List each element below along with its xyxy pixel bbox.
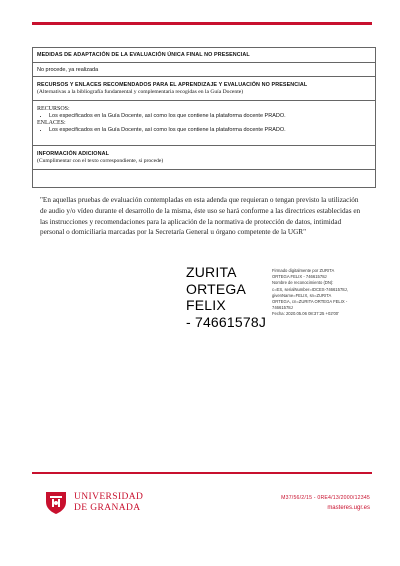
measures-text: No procede, ya realizada (37, 67, 99, 73)
adenda-table (32, 47, 376, 188)
signature-details (272, 268, 364, 318)
university-name-line-1: UNIVERSIDAD (74, 492, 144, 502)
measures-header: MEDIDAS DE ADAPTACIÓN DE LA EVALUACIÓN ÚNICA FINAL NO PRESENCIAL (37, 52, 250, 58)
university-name-line-2: DE GRANADA (74, 503, 141, 513)
signature-detail: ORTEGA, cn=ZURITA ORTEGA FELIX - (272, 299, 348, 305)
measures-text-row (33, 63, 375, 77)
resources-label: RECURSOS: (37, 106, 70, 112)
info-header-row (33, 146, 375, 170)
resources-header: RECURSOS Y ENLACES RECOMENDADOS PARA EL APRENDIZAJE Y EVALUACIÓN NO PRESENCIAL (37, 82, 308, 88)
signature-detail: givenName=FELIX, sn=ZURITA (272, 292, 332, 298)
links-list (37, 127, 371, 133)
footer-website: masteres.ugr.es (327, 505, 370, 511)
signature-line-3: - 74661578J (186, 313, 267, 330)
info-subtitle: (Cumplimentar con el texto correspondiente, si procede) (37, 158, 164, 164)
resources-subtitle: (Alternativas a la bibliografía fundamental y complementaria recogidas en la Guía Docente) (37, 89, 244, 95)
links-label: ENLACES: (37, 120, 66, 126)
signature-detail: c=ES, serialNumber=IDCES-74661578J, (272, 286, 348, 292)
measures-header-row (33, 48, 375, 63)
footer-accent-bar (32, 472, 372, 474)
links-item: • Los especificados en la Guía Docente, así como los que contiene la plataforma docente PRADO. (49, 127, 371, 133)
info-header: INFORMACIÓN ADICIONAL (37, 151, 109, 157)
signature-detail: Fecha: 2020.05.06 08:37:25 +02'00' (272, 311, 339, 317)
signature-detail: 74661578J (272, 305, 293, 311)
signature-detail: ORTEGA FELIX - 74661578J (272, 274, 327, 280)
signature-name (186, 264, 276, 330)
university-name (74, 492, 143, 514)
footer-code: M37/56/2/15 - 0RE4/13/2000/12345 (281, 495, 370, 501)
resources-content-row (33, 101, 375, 146)
data-protection-notice: "En aquellas pruebas de evaluación contempladas en esta adenda que requieran o tengan previsto la utilización de audio y/o vídeo durante el desarrollo de la misma, éste uso se hará conforme a las directrices establecidas en las instrucciones y recomendaciones para la aplicación de la normativa de protección de datos, intimidad personal o domiciliaria marcadas por la Secretaría General u órgano competente de la UGR" (40, 196, 361, 237)
signature-detail: Nombre de reconocimiento (DN): (272, 280, 334, 286)
signature-line-1: ZURITA (186, 264, 237, 280)
resources-item: • Los especificados en la Guía Docente, así como los que contiene la plataforma docente PRADO. (49, 113, 371, 119)
signature-detail: Firmado digitalmente por ZURITA (272, 268, 335, 273)
info-content-row (33, 170, 375, 187)
top-accent-bar (32, 22, 372, 25)
university-crest-icon (44, 489, 68, 515)
signature-line-2: ORTEGA FELIX (186, 280, 246, 313)
resources-header-row (33, 77, 375, 101)
resources-list (37, 113, 371, 119)
